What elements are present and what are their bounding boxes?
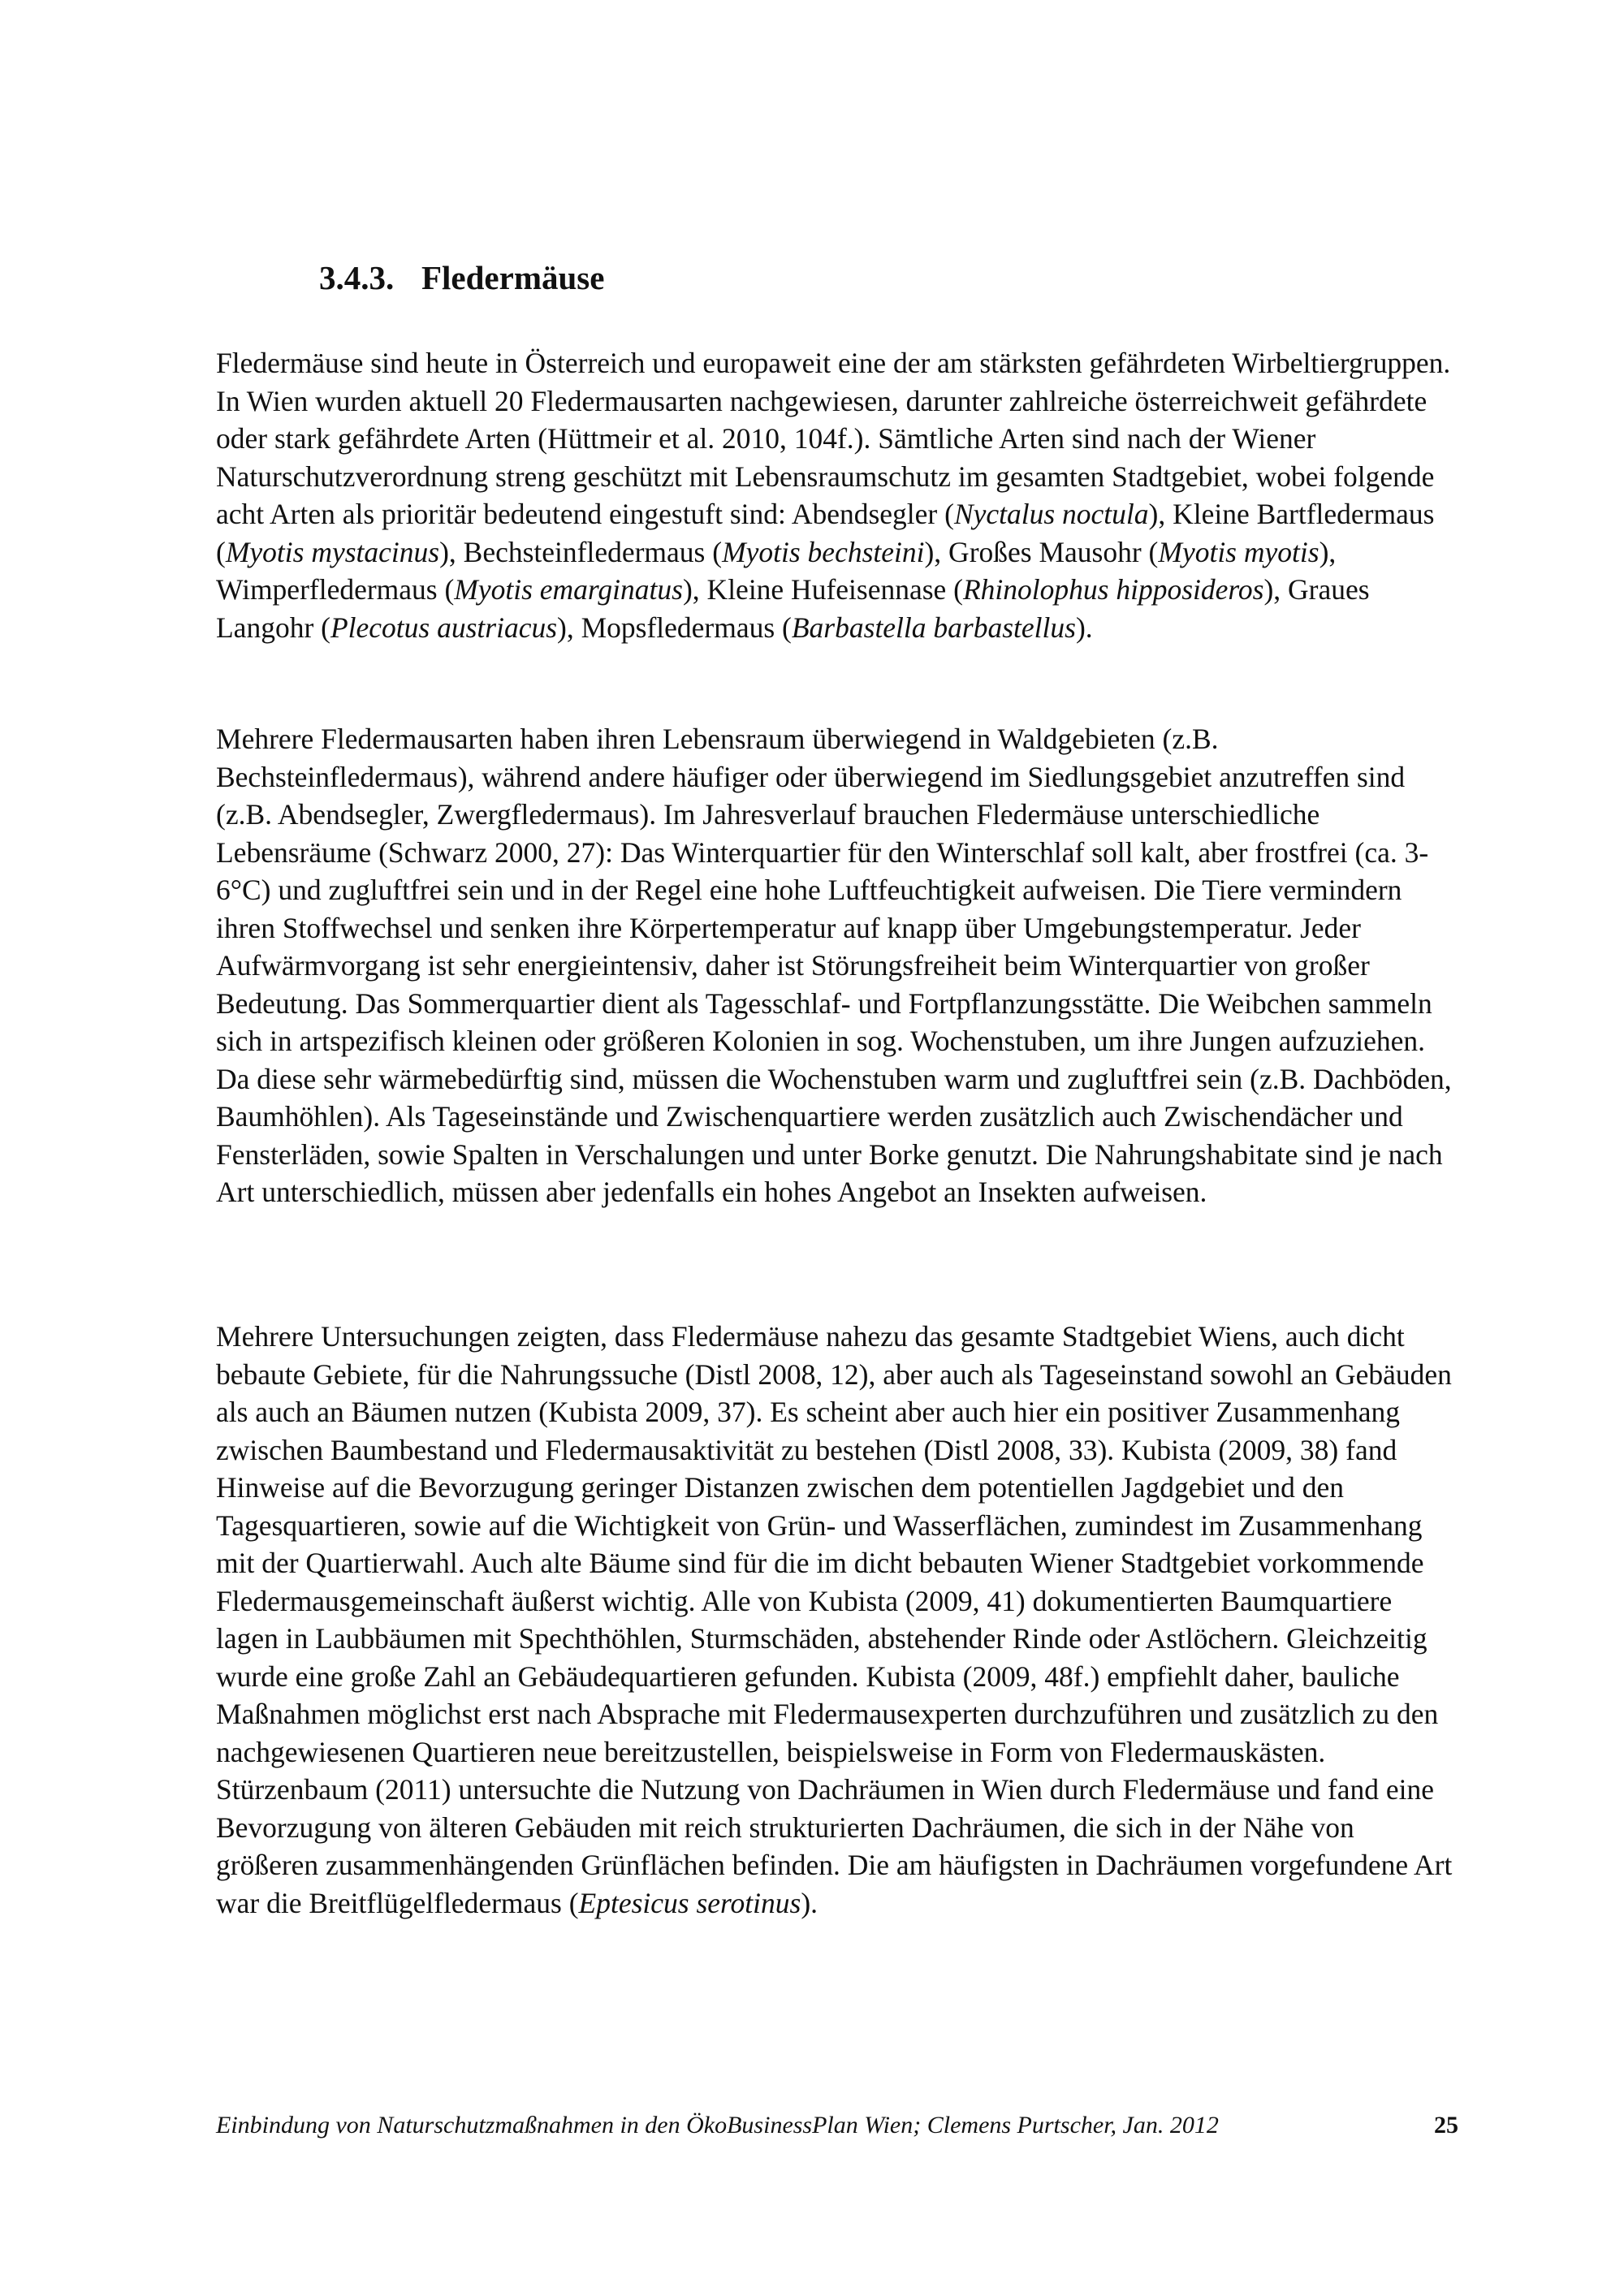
species-name: Myotis bechsteini [722, 535, 925, 568]
paragraph-text: ), Graues Langohr ( [216, 573, 1370, 644]
paragraph-studies [216, 1318, 1458, 1922]
section-number: 3.4.3. [319, 259, 395, 296]
paragraph-text: Stürzenbaum (2011) untersuchte die Nutzung von Dachräumen in Wien durch Fledermäuse und fand eine Bevorzugung von älteren Gebäuden mit reich strukturierten Dachräumen, die sich in der Nähe von größeren zusammenhängenden Grünflächen befinden. Die am häufigsten in Dachräumen vorgefundene Art war die Breitflügelfledermaus ( [216, 1773, 1453, 1919]
species-name: Myotis mystacinus [225, 535, 440, 568]
paragraph-text: ), Kleine Bartfledermaus ( [216, 498, 1435, 568]
section-heading [319, 258, 604, 298]
species-name: Barbastella barbastellus [791, 611, 1076, 644]
paragraph-text: ), Wimperfledermaus ( [216, 535, 1337, 606]
paragraph-text: ), Mopsfledermaus ( [557, 611, 792, 644]
paragraph-habitats [216, 720, 1458, 1211]
paragraph-text: Mehrere Untersuchungen zeigten, dass Fledermäuse nahezu das gesamte Stadtgebiet Wiens, auch dicht bebaute Gebiete, für die Nahrungssuche (Distl 2008, 12), aber auch als Tageseinstand sowohl an Gebäuden als auch an Bäumen nutzen (Kubista 2009, 37). Es scheint aber auch hier ein positiver Zusammenhang zwischen Baumbestand und Fledermausaktivität zu bestehen (Distl 2008, 33). Kubista (2009, 38) fand Hinweise auf die Bevorzugung geringer Distanzen zwischen dem potentiellen Jagdgebiet und den Tagesquartieren, sowie auf die Wichtigkeit von Grün- und Wasserflächen, zumindest im Zusammenhang mit der Quartierwahl. Auch alte Bäume sind für die im dicht bebauten Wiener Stadtgebiet vorkommende Fledermausgemeinschaft äußerst wichtig. Alle von Kubista (2009, 41) dokumentierten Baumquartiere lagen in Laubbäumen mit Spechthöhlen, Sturmschäden, abstehender Rinde oder Astlöchern. Gleichzeitig wurde eine große Zahl an Gebäudequartieren gefunden. Kubista (2009, 48f.) empfiehlt daher, bauliche Maßnahmen möglichst erst nach Absprache mit Fledermausexperten durchzuführen und zusätzlich zu den nachgewiesenen Quartieren neue bereitzustellen, beispielsweise in Form von Fledermauskästen. [216, 1320, 1452, 1768]
species-name: Eptesicus serotinus [578, 1886, 801, 1919]
species-name: Rhinolophus hipposideros [962, 573, 1264, 606]
paragraph-text: ), Kleine Hufeisennase ( [682, 573, 963, 606]
paragraph-protected-species [216, 344, 1458, 646]
species-name: Myotis myotis [1158, 535, 1320, 568]
species-name: Myotis emarginatus [454, 573, 683, 606]
paragraph-text: Mehrere Fledermausarten haben ihren Lebensraum überwiegend in Waldgebieten (z.B. Bechsteinfledermaus), während andere häufiger oder überwiegend im Siedlungsgebiet anzutreffen sind (z.B. Abendsegler, Zwergfledermaus). Im Jahresverlauf brauchen Fledermäuse unterschiedliche Lebensräume (Schwarz 2000, 27): Das Winterquartier für den Winterschlaf soll kalt, aber frostfrei (ca. 3-6°C) und zugluftfrei sein und in der Regel eine hohe Luftfeuchtigkeit aufweisen. Die Tiere vermindern ihren Stoffwechsel und senken ihre Körpertemperatur auf knapp über Umgebungstemperatur. Jeder Aufwärmvorgang ist sehr energieintensiv, daher ist Störungsfreiheit beim Winterquartier von großer Bedeutung. Das Sommerquartier dient als Tagesschlaf- und Fortpflanzungsstätte. Die Weibchen sammeln sich in artspezifisch kleinen oder größeren Kolonien in sog. Wochenstuben, um ihre Jungen aufzuziehen. Da diese sehr wärmebedürftig sind, müssen die Wochenstuben warm und zugluftfrei sein (z.B. Dachböden, Baumhöhlen). Als Tageseinstände und Zwischenquartiere werden zusätzlich auch Zwischendächer und Fensterläden, sowie Spalten in Verschalungen und unter Borke genutzt. Die Nahrungshabitate sind je nach Art unterschiedlich, müssen aber jedenfalls ein hohes Angebot an Insekten aufweisen. [216, 723, 1452, 1208]
species-name: Nyctalus noctula [953, 498, 1149, 530]
paragraph-attic-study [216, 1771, 1458, 1922]
paragraph-text: ). [801, 1886, 818, 1919]
paragraph-text: ), Bechsteinfledermaus ( [439, 535, 723, 568]
paragraph-text: ). [1075, 611, 1093, 644]
paragraph-text: ), Großes Mausohr ( [924, 535, 1159, 568]
page-footer [216, 2109, 1458, 2142]
page-number: 25 [1434, 2112, 1458, 2138]
paragraph-text: Fledermäuse sind heute in Österreich und europaweit eine der am stärksten gefährdeten Wirbeltiergruppen. In Wien wurden aktuell 20 Fledermausarten nachgewiesen, darunter zahlreiche österreichweit gefährdete oder stark gefährdete Arten (Hüttmeir et al. 2010, 104f.). Sämtliche Arten sind nach der Wiener Naturschutzverordnung streng geschützt mit Lebensraumschutz im gesamten Stadtgebiet, wobei folgende acht Arten als prioritär bedeutend eingestuft sind: Abendsegler ( [216, 347, 1451, 530]
species-name: Plecotus austriacus [330, 611, 558, 644]
section-title: Fledermäuse [421, 259, 605, 296]
footer-citation: Einbindung von Naturschutzmaßnahmen in den ÖkoBusinessPlan Wien; Clemens Purtscher, Jan. 2012 [216, 2112, 1219, 2138]
